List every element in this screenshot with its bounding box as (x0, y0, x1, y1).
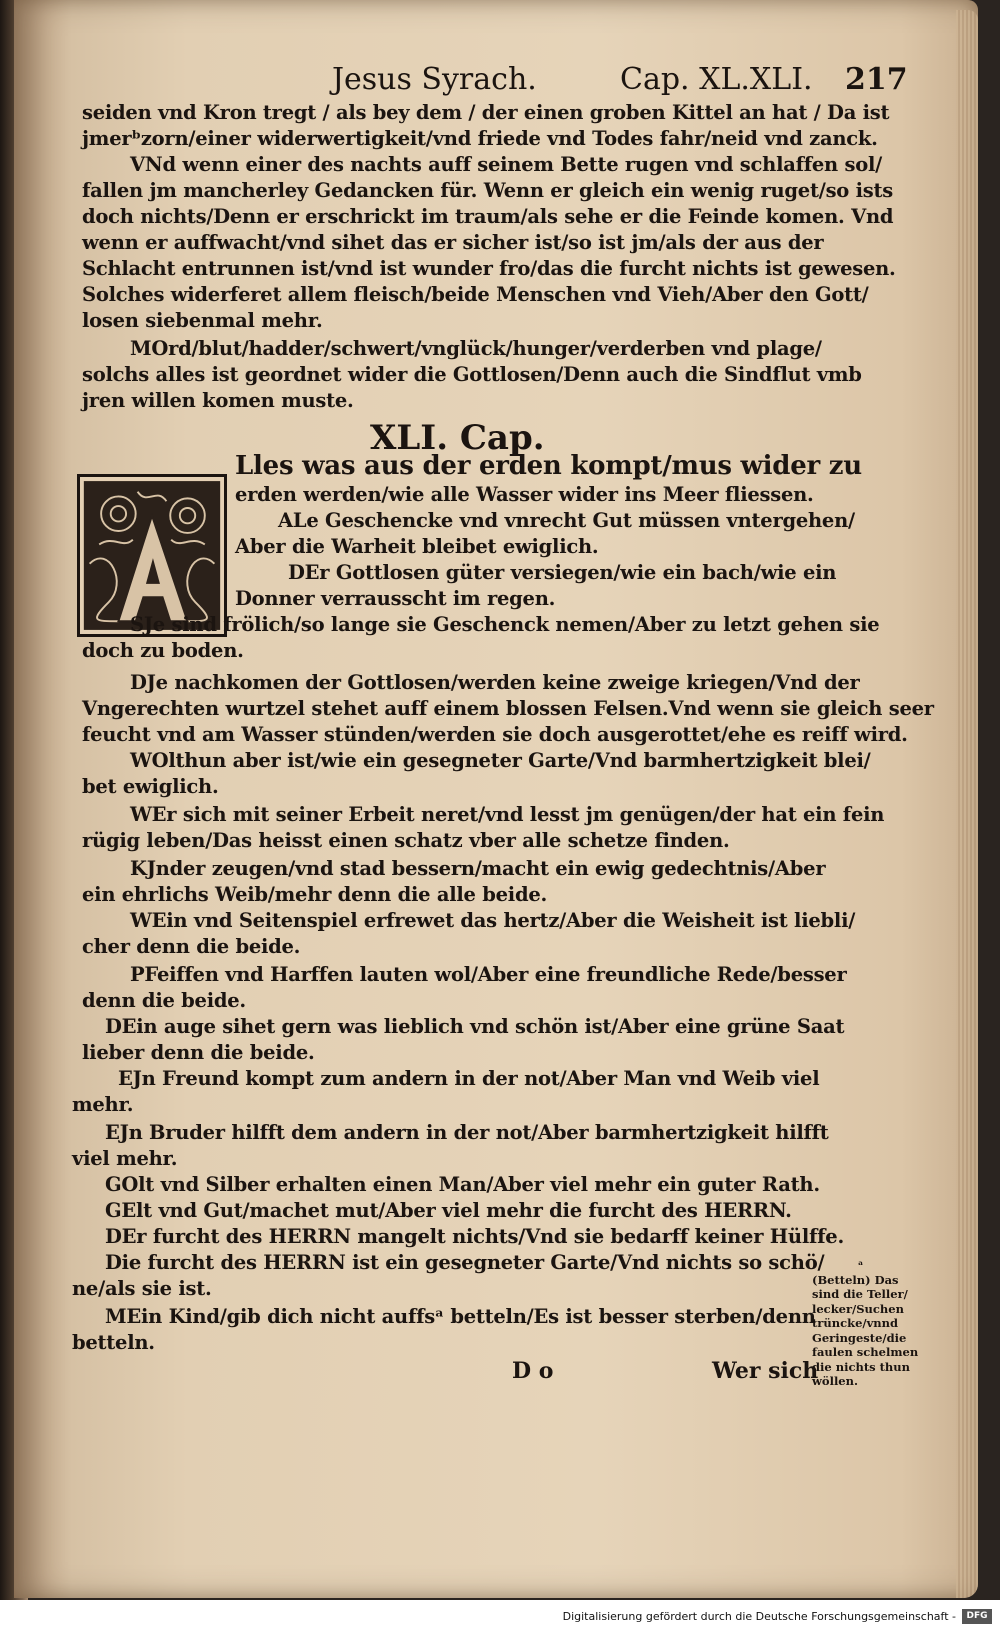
text-line: ne/als sie ist. (72, 1277, 212, 1300)
margin-note-mark: ᵃ (858, 1258, 864, 1272)
margin-note-line: faulen schelmen (812, 1345, 919, 1359)
text-line: Die furcht des HERRN ist ein gesegneter Garte/Vnd nichts so schö/ (105, 1251, 825, 1274)
text-line: Solches widerferet allem fleisch/beide Menschen vnd Vieh/Aber den Gott/ (82, 283, 869, 306)
text-line: ALe Geschencke vnd vnrecht Gut müssen vntergehen/ (278, 509, 855, 532)
text-line: fallen jm mancherley Gedancken für. Wenn er gleich ein wenig ruget/so ists (82, 179, 893, 202)
text-line: Schlacht entrunnen ist/vnd ist wunder fro/das die furcht nichts ist gewesen. (82, 257, 896, 280)
text-line: erden werden/wie alle Wasser wider ins Meer fliessen. (235, 483, 814, 506)
text-line: denn die beide. (82, 989, 246, 1012)
margin-note-line: sind die Teller/ (812, 1287, 908, 1301)
text-line: jren willen komen muste. (82, 389, 354, 412)
text-line: Vngerechten wurtzel stehet auff einem blossen Felsen.Vnd wenn sie gleich seer (82, 697, 934, 720)
footer-bar (0, 1600, 1000, 1635)
text-line: WEin vnd Seitenspiel erfrewet das hertz/Aber die Weisheit ist liebli/ (130, 909, 856, 932)
text-line: KJnder zeugen/vnd stad bessern/macht ein ewig gedechtnis/Aber (130, 857, 826, 880)
text-line: WEr sich mit seiner Erbeit neret/vnd lesst jm genügen/der hat ein fein (130, 803, 885, 826)
text-line: ein ehrlichs Weib/mehr denn die alle beide. (82, 883, 548, 906)
text-line: wenn er auffwacht/vnd sihet das er sicher ist/so ist jm/als der aus der (82, 231, 824, 254)
text-line: solchs alles ist geordnet wider die Gottlosen/Denn auch die Sindflut vmb (82, 363, 862, 386)
text-line: VNd wenn einer des nachts auff seinem Bette rugen vnd schlaffen sol/ (130, 153, 883, 176)
margin-note-line: lecker/Suchen (812, 1301, 904, 1316)
text-line: DEr furcht des HERRN mangelt nichts/Vnd sie bedarff keiner Hülffe. (105, 1225, 844, 1248)
signature-mark: D o (512, 1358, 554, 1384)
text-line: Aber die Warheit bleibet ewiglich. (235, 535, 599, 558)
text-line: betteln. (72, 1331, 155, 1354)
text-line: DEr Gottlosen güter versiegen/wie ein bach/wie ein (288, 561, 837, 584)
text-line: bet ewiglich. (82, 775, 219, 798)
text-line: cher denn die beide. (82, 935, 301, 958)
page-edge (956, 10, 978, 1598)
text-line: GElt vnd Gut/machet mut/Aber viel mehr die furcht des HERRN. (105, 1199, 792, 1222)
initial-letter: A (80, 477, 81, 479)
text-line: lieber denn die beide. (82, 1041, 315, 1064)
text-line: WOlthun aber ist/wie ein gesegneter Garte/Vnd barmhertzigkeit blei/ (130, 749, 871, 772)
text-line: EJn Freund kompt zum andern in der not/Aber Man vnd Weib viel (118, 1067, 820, 1090)
text-line: GOlt vnd Silber erhalten einen Man/Aber viel mehr ein guter Rath. (105, 1173, 820, 1196)
dfg-logo: DFG (962, 1609, 992, 1624)
text-line: DEin auge sihet gern was lieblich vnd schön ist/Aber eine grüne Saat (105, 1015, 845, 1038)
margin-note-line: wöllen. (812, 1374, 858, 1388)
margin-note-line: Geringeste/die (812, 1330, 907, 1345)
text-line: MEin Kind/gib dich nicht auffsᵃ betteln/Es ist besser sterben/denn (105, 1305, 816, 1328)
text-line: EJn Bruder hilfft dem andern in der not/Aber barmhertzigkeit hilfft (105, 1121, 829, 1144)
text-line: Lles was aus der erden kompt/mus wider zu (235, 451, 862, 481)
running-chapter: Cap. XL.XLI. (620, 62, 813, 97)
text-line: doch zu boden. (82, 639, 244, 662)
margin-note (812, 1258, 919, 1389)
text-line: mehr. (72, 1093, 134, 1116)
footer-credit: Digitalisierung gefördert durch die Deutsche Forschungsgemeinschaft - (562, 1610, 956, 1623)
running-title: Jesus Syrach. (332, 62, 537, 97)
catchword: Wer sich (712, 1358, 819, 1384)
text-line: feucht vnd am Wasser stünden/werden sie doch ausgerottet/ehe es reiff wird. (82, 723, 908, 746)
text-line: Donner verrausscht im regen. (235, 587, 556, 610)
margin-note-line: trüncke/vnnd (812, 1316, 899, 1330)
text-line: viel mehr. (72, 1147, 178, 1170)
text-line: SJe sind frölich/so lange sie Geschenck nemen/Aber zu letzt gehen sie (130, 613, 880, 636)
text-line: doch nichts/Denn er erschrickt im traum/als sehe er die Feinde komen. Vnd (82, 205, 894, 228)
page-number: 217 (845, 62, 908, 97)
text-line: seiden vnd Kron tregt / als bey dem / der einen groben Kittel an hat / Da ist (82, 101, 890, 124)
text-line: jmerᵇzorn/einer widerwertigkeit/vnd friede vnd Todes fahr/neid vnd zanck. (82, 127, 878, 150)
text-line: losen siebenmal mehr. (82, 309, 323, 332)
chapter-heading: XLI. Cap. (370, 418, 545, 458)
text-line: DJe nachkomen der Gottlosen/werden keine zweige kriegen/Vnd der (130, 671, 860, 694)
margin-note-line: (Betteln) Das (812, 1272, 899, 1287)
text-line: rügig leben/Das heisst einen schatz vber alle schetze finden. (82, 829, 730, 852)
text-line: MOrd/blut/hadder/schwert/vnglück/hunger/verderben vnd plage/ (130, 337, 822, 360)
margin-note-line: die nichts thun (812, 1359, 911, 1374)
text-line: PFeiffen vnd Harffen lauten wol/Aber eine freundliche Rede/besser (130, 963, 847, 986)
